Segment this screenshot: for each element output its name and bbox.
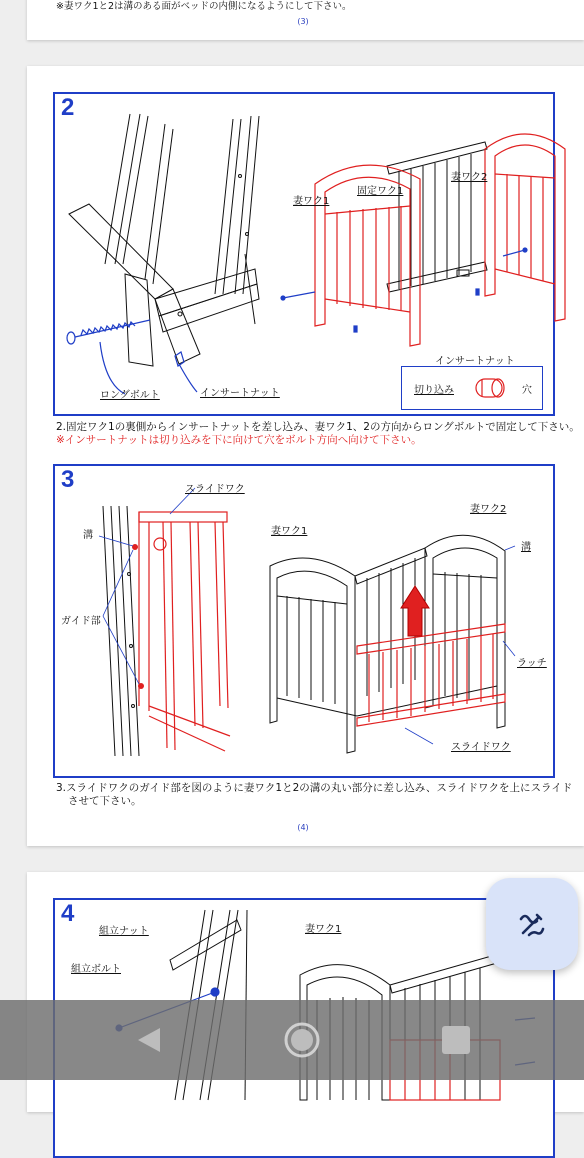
latch-label: ラッチ [517, 658, 547, 669]
end-frame-2-label: 妻ワク2 [470, 504, 507, 515]
hole-label: 穴 [522, 385, 532, 396]
step-2-instruction: 2.固定ワク1の裏側からインサートナットを差し込み、妻ワク1、2の方向からロングボルトで固定して下さい。 [56, 421, 580, 433]
page-number: (4) [297, 823, 309, 832]
slide-frame-label-bottom: スライドワク [451, 742, 511, 753]
edit-pen-icon [515, 907, 549, 941]
document-page-3 [27, 0, 584, 40]
insert-nut-icon [470, 373, 520, 403]
step-2-panel [53, 92, 555, 416]
insert-nut-inset [401, 366, 543, 410]
end-frame-note: ※妻ワク1と2は溝のある面がベッドの内側になるようにして下さい。 [56, 1, 352, 12]
home-circle-icon[interactable] [282, 1020, 322, 1060]
guide-label: ガイド部 [61, 616, 101, 627]
long-bolt-label: ロングボルト [100, 390, 160, 401]
end-frame-1-label: 妻ワク1 [293, 196, 330, 207]
page-number: (3) [297, 17, 309, 26]
document-page-4 [27, 66, 584, 846]
recents-square-icon[interactable] [436, 1020, 476, 1060]
end-frame-1-label: 妻ワク1 [305, 924, 342, 935]
step-3-instruction-line-1: 3.スライドワクのガイド部を図のように妻ワク1と2の溝の丸い部分に差し込み、スライドワクを上にスライド [56, 782, 573, 794]
system-navigation-bar [0, 1000, 584, 1080]
back-triangle-icon[interactable] [130, 1020, 170, 1060]
notch-label: 切り込み [414, 385, 454, 396]
step-3-instruction-line-2: させて下さい。 [68, 795, 142, 807]
slide-frame-label-top: スライドワク [185, 484, 245, 495]
insert-nut-inset-title: インサートナット [435, 356, 515, 367]
step-2-crib-assembly-drawing [275, 94, 555, 354]
end-frame-2-label: 妻ワク2 [451, 172, 488, 183]
groove-label-right: 溝 [521, 542, 531, 553]
end-frame-1-label: 妻ワク1 [271, 526, 308, 537]
step-2-note: ※インサートナットは切り込みを下に向けて穴をボルト方向へ向けて下さい。 [56, 434, 422, 446]
step-number: 4 [61, 900, 75, 927]
edit-fab-button[interactable] [486, 878, 578, 970]
insert-nut-label: インサートナット [200, 388, 280, 399]
assembly-bolt-label: 組立ボルト [71, 964, 121, 975]
step-number: 2 [61, 94, 75, 121]
step-3-panel [53, 464, 555, 778]
fixed-frame-1-label: 固定ワク1 [357, 186, 404, 197]
assembly-nut-label: 組立ナット [99, 926, 149, 937]
step-2-bolt-closeup-drawing [55, 94, 285, 404]
step-number: 3 [61, 466, 75, 493]
groove-label-left: 溝 [83, 530, 93, 541]
